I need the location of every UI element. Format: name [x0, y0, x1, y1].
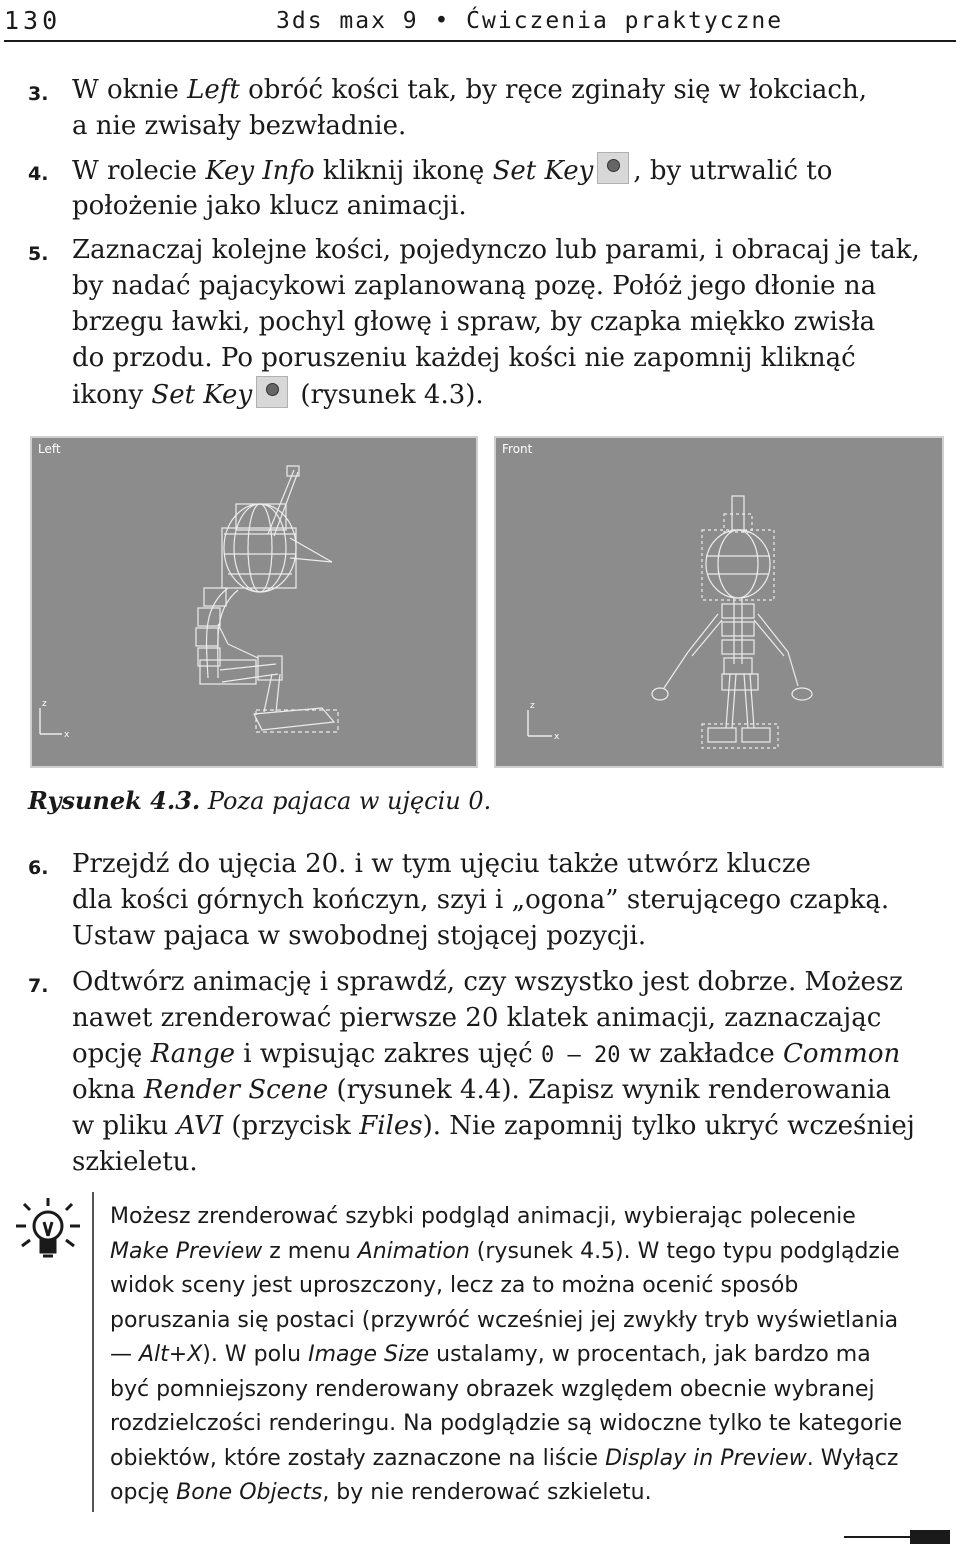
step-number: 7.: [28, 975, 49, 997]
text-run: . Wyłącz: [806, 1445, 899, 1471]
step-number: 4.: [28, 163, 49, 185]
text-run: w pliku: [72, 1111, 177, 1141]
text-run: (rysunek 4.4). Zapisz wynik renderowania: [328, 1075, 891, 1105]
text-run: Zaznaczaj kolejne kości, pojedynczo lub parami, i obracaj je tak,: [72, 235, 920, 265]
text-line: [72, 1144, 915, 1180]
text-line: [72, 108, 867, 144]
step-number: 6.: [28, 857, 49, 879]
step-number: 5.: [28, 243, 49, 265]
text-line: [72, 340, 920, 376]
text-run: Odtwórz animację i sprawdź, czy wszystko jest dobrze. Możesz: [72, 967, 903, 997]
tip-line: [110, 1200, 940, 1235]
running-title: 3ds max 9 • Ćwiczenia praktyczne: [276, 8, 784, 34]
tip-line: [110, 1407, 940, 1442]
front-axis-x-label: x: [554, 732, 560, 742]
text-run: rozdzielczości renderingu. Na podglądzie są widoczne tylko te kategorie: [110, 1411, 903, 1436]
text-run: nawet zrenderować pierwsze 20 klatek animacji, zaznaczając: [72, 1003, 882, 1033]
text-run: , by nie renderować szkieletu.: [322, 1480, 652, 1505]
step-item: [28, 152, 948, 224]
footer-block: [910, 1530, 950, 1544]
text-run: obiektów, które zostały zaznaczone na liście: [110, 1445, 606, 1471]
emphasis-run: Image Size: [308, 1342, 430, 1367]
text-run: położenie jako klucz animacji.: [72, 191, 467, 221]
emphasis-run: Files: [359, 1111, 423, 1141]
step-number: 3.: [28, 83, 49, 105]
text-run: by nadać pajacykowi zaplanowaną pozę. Połóż jego dłonie na: [72, 271, 877, 301]
text-run: —: [110, 1342, 139, 1367]
text-run: Ustaw pajaca w swobodnej stojącej pozycji.: [72, 921, 647, 951]
text-line: [72, 72, 867, 108]
step-item: [28, 72, 948, 144]
text-run: być pomniejszony renderowany obrazek względem obecnie wybranej: [110, 1376, 875, 1402]
text-run: (rysunek 4.5). W tego typu podglądzie: [469, 1238, 900, 1264]
text-run: ustalamy, w procentach, jak bardzo ma: [429, 1342, 871, 1367]
left-viewport-figure: [32, 438, 476, 766]
step-text: [72, 964, 915, 1180]
emphasis-run: Bone Objects: [176, 1480, 323, 1505]
emphasis-run: Display in Preview: [605, 1445, 807, 1471]
text-line: [72, 918, 889, 954]
left-axis-x-label: x: [64, 730, 70, 740]
text-line: [72, 376, 920, 412]
text-run: Możesz zrenderować szybki podgląd animacji, wybierając polecenie: [110, 1204, 856, 1229]
emphasis-run: Make Preview: [110, 1238, 263, 1264]
front-viewport-figure: [496, 438, 942, 766]
tip-sidebar-rule: [92, 1192, 94, 1512]
emphasis-run: Common: [782, 1039, 901, 1069]
text-line: [72, 1000, 915, 1036]
step-text: [72, 72, 867, 144]
emphasis-run: Alt+X: [139, 1342, 203, 1367]
text-run: opcję: [72, 1039, 151, 1069]
left-viewport: [30, 436, 478, 768]
tip-line: [110, 1442, 940, 1477]
text-run: (przycisk: [223, 1111, 360, 1141]
left-axis-z-label: z: [42, 699, 47, 709]
text-run: (rysunek 4.3).: [292, 380, 484, 410]
text-run: z menu: [262, 1238, 358, 1264]
page-number: 130: [4, 6, 62, 35]
step-text: [72, 232, 920, 412]
text-run: ). Nie zapomnij tylko ukryć wcześniej: [422, 1111, 915, 1141]
text-run: poruszania się postaci (przywróć wcześniej jej zwykły tryb wyświetlania: [110, 1307, 899, 1333]
text-run: brzegu ławki, pochyl głowę i spraw, by czapka miękko zwisła: [72, 307, 876, 337]
front-viewport: [494, 436, 944, 768]
text-run: okna: [72, 1075, 144, 1105]
footer-rule: [844, 1536, 910, 1538]
front-viewport-label: Front: [502, 442, 533, 456]
text-run: ). W polu: [202, 1342, 309, 1367]
text-line: [72, 152, 832, 188]
tip-line: [110, 1338, 940, 1373]
text-run: szkieletu.: [72, 1147, 198, 1177]
text-run: ikony: [72, 380, 152, 410]
text-run: widok sceny jest uproszczony, lecz za to można ocenić sposób: [110, 1273, 799, 1298]
code-run: 0 – 20: [540, 1043, 621, 1068]
tip-line: [110, 1269, 940, 1304]
front-axis-z-label: z: [530, 701, 535, 711]
text-line: [72, 846, 889, 882]
text-line: [72, 232, 920, 268]
text-run: dla kości górnych kończyn, szyi i „ogona” sterującego czapką.: [72, 885, 890, 915]
figure-caption: [28, 786, 491, 815]
tip-line: [110, 1235, 940, 1270]
emphasis-run: Range: [150, 1039, 236, 1069]
figure-caption-text: Poza pajaca w ujęciu 0.: [200, 787, 492, 815]
text-line: [72, 268, 920, 304]
text-run: obróć kości tak, by ręce zginały się w łokciach,: [239, 75, 867, 105]
step-item: [28, 232, 948, 412]
text-run: kliknij ikonę: [314, 156, 493, 186]
text-line: [72, 304, 920, 340]
tip-line: [110, 1476, 940, 1511]
text-run: opcję: [110, 1480, 177, 1505]
text-run: W rolecie: [72, 156, 206, 186]
tip-line: [110, 1304, 940, 1339]
emphasis-run: Render Scene: [143, 1075, 329, 1105]
text-run: w zakładce: [620, 1039, 783, 1069]
text-line: [72, 1072, 915, 1108]
set-key-icon: [256, 376, 288, 408]
page-header: [4, 4, 956, 42]
text-line: [72, 188, 832, 224]
step-text: [72, 846, 889, 954]
text-line: [72, 882, 889, 918]
text-line: [72, 1036, 915, 1072]
step-item: [28, 964, 948, 1180]
tip-line: [110, 1373, 940, 1408]
text-run: W oknie: [72, 75, 188, 105]
emphasis-run: Left: [187, 75, 240, 105]
text-run: , by utrwalić to: [633, 156, 833, 186]
left-viewport-label: Left: [38, 442, 61, 456]
emphasis-run: Animation: [357, 1238, 470, 1264]
emphasis-run: Set Key: [492, 156, 594, 186]
text-run: a nie zwisały bezwładnie.: [72, 111, 407, 141]
step-text: [72, 152, 832, 224]
lightbulb-icon: [14, 1196, 82, 1268]
text-run: Przejdź do ujęcia 20. i w tym ujęciu także utwórz klucze: [72, 849, 811, 879]
text-run: do przodu. Po poruszeniu każdej kości nie zapomnij kliknąć: [72, 343, 856, 373]
text-line: [72, 964, 915, 1000]
step-item: [28, 846, 948, 954]
emphasis-run: AVI: [176, 1111, 224, 1141]
emphasis-run: Key Info: [205, 156, 315, 186]
set-key-icon: [597, 152, 629, 184]
text-line: [72, 1108, 915, 1144]
emphasis-run: Set Key: [151, 380, 253, 410]
tip-box: [110, 1200, 940, 1511]
text-run: i wpisując zakres ujęć: [235, 1039, 541, 1069]
figure-caption-number: Rysunek 4.3.: [28, 786, 201, 815]
